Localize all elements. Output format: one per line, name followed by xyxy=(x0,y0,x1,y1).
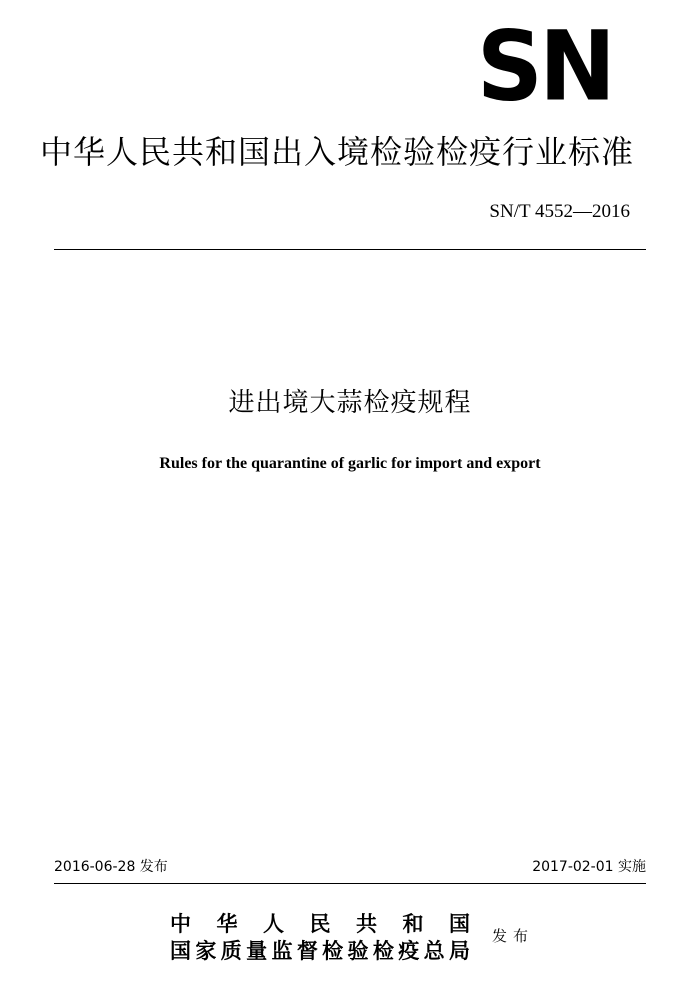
document-title-english: Rules for the quarantine of garlic for import and export xyxy=(159,455,541,472)
top-divider xyxy=(54,249,646,250)
sn-logo: SN xyxy=(476,10,612,123)
bottom-divider xyxy=(54,883,646,884)
standard-type-heading: 中华人民共和国出入境检验检疫行业标准 xyxy=(40,133,635,171)
issuer-country: 中华人民共和国 xyxy=(170,911,470,936)
standard-code: SN/T 4552—2016 xyxy=(489,201,630,222)
issue-date: 2016-06-28 发布 xyxy=(54,859,168,875)
publish-label: 发布 xyxy=(492,927,535,945)
implementation-date: 2017-02-01 实施 xyxy=(532,859,646,875)
document-title-chinese: 进出境大蒜检疫规程 xyxy=(228,388,472,418)
issuer-agency: 国家质量监督检验检疫总局 xyxy=(170,938,470,963)
